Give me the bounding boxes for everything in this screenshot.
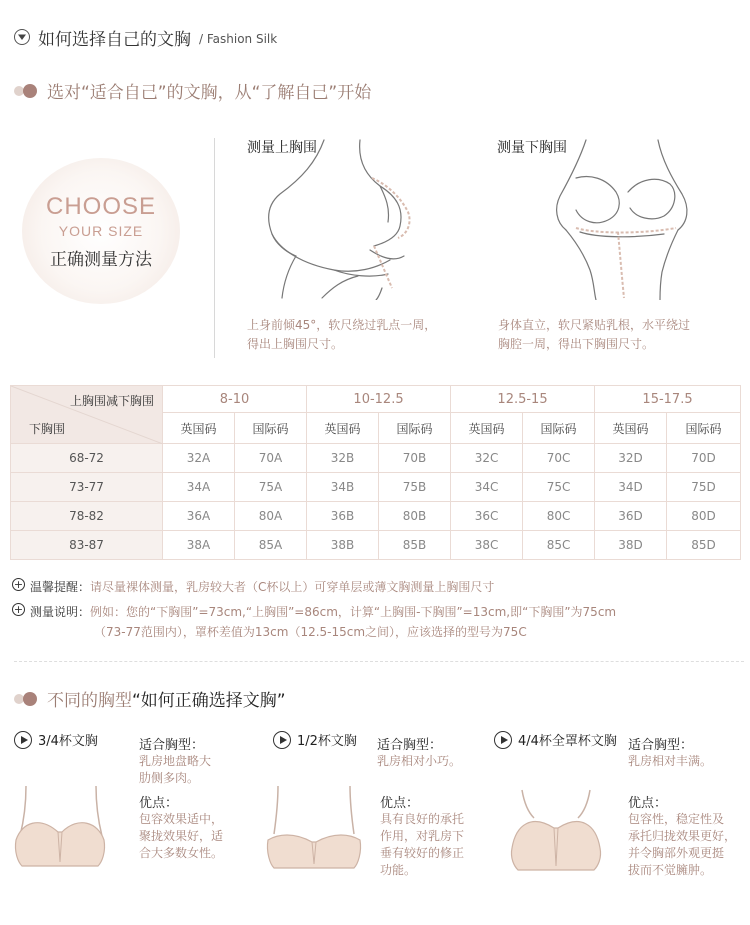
table-cell: 85A — [235, 531, 307, 560]
bra-4-4-image — [508, 788, 604, 872]
sub-header-intl: 国际码 — [235, 413, 307, 444]
table-cell: 36A — [163, 502, 235, 531]
bra-type-title-2: 1/2杯文胸 — [273, 730, 357, 749]
choose-text: CHOOSE — [45, 192, 156, 220]
table-cell: 70A — [235, 444, 307, 473]
table-cell: 34B — [307, 473, 379, 502]
page-title: 如何选择自己的文胸 — [38, 29, 191, 50]
table-cell: 36D — [595, 502, 667, 531]
page-header — [14, 26, 277, 48]
bra-adv-2: 优点： 具有良好的承托 作用，对乳房下 垂有较好的修正 功能。 — [380, 796, 465, 877]
table-cell: 80A — [235, 502, 307, 531]
play-icon[interactable] — [494, 731, 512, 749]
tip-text: 请尽量裸体测量，乳房较大者（C杯以上）可穿单层或薄文胸测量上胸围尺寸 — [90, 580, 495, 594]
sub-header-intl: 国际码 — [667, 413, 741, 444]
table-cell: 36C — [451, 502, 523, 531]
bra-type-title-3: 4/4杯全罩杯文胸 — [494, 730, 617, 749]
row-label: 73-77 — [11, 473, 163, 502]
corner-top-label: 上胸围减下胸围 — [69, 394, 154, 408]
table-cell: 75D — [667, 473, 741, 502]
vertical-divider — [214, 138, 215, 358]
table-cell: 80B — [379, 502, 451, 531]
section-divider — [14, 661, 744, 662]
table-cell: 32C — [451, 444, 523, 473]
table-row — [11, 502, 741, 531]
table-cell: 75C — [523, 473, 595, 502]
play-icon[interactable] — [14, 731, 32, 749]
sub-header-uk: 英国码 — [451, 413, 523, 444]
table-cell: 38B — [307, 531, 379, 560]
group-header: 12.5-15 — [451, 386, 595, 413]
table-cell: 36B — [307, 502, 379, 531]
table-cell: 70D — [667, 444, 741, 473]
table-cell: 80C — [523, 502, 595, 531]
table-cell: 85C — [523, 531, 595, 560]
your-size-text: YOUR SIZE — [58, 222, 144, 239]
bra-type-title-1: 3/4杯文胸 — [14, 730, 98, 749]
measure-upper-desc: 上身前倾45°，软尺绕过乳点一周， 得出上胸围尺寸。 — [247, 318, 437, 351]
corner-bottom-label: 下胸围 — [29, 422, 66, 436]
table-cell: 85D — [667, 531, 741, 560]
table-cell: 34D — [595, 473, 667, 502]
measure-upper-title: 测量上胸围 — [247, 140, 317, 156]
tip-label: 温馨提醒： — [30, 580, 91, 594]
table-cell: 34A — [163, 473, 235, 502]
table-cell: 38D — [595, 531, 667, 560]
bra-adv-3: 优点： 包容性，稳定性及 承托归拢效果更好， 并令胸部外观更挺 拔而不觉臃肿。 — [628, 796, 737, 877]
size-table — [10, 385, 741, 560]
table-cell: 85B — [379, 531, 451, 560]
group-header: 8-10 — [163, 386, 307, 413]
chevron-down-icon[interactable] — [14, 29, 30, 45]
measure-under-illustration — [546, 138, 702, 300]
measure-under-desc: 身体直立，软尺紧贴乳根，水平绕过 胸腔一周，得出下胸围尺寸。 — [498, 318, 691, 351]
measure-method-text: 正确测量方法 — [50, 249, 152, 270]
bra-1-2-image — [264, 784, 364, 870]
bra-suit-3: 适合胸型： 乳房相对丰满。 — [628, 738, 713, 768]
dots-icon — [14, 84, 40, 98]
table-corner — [11, 386, 163, 444]
page-subtitle: / Fashion Silk — [199, 32, 278, 46]
group-header: 15-17.5 — [595, 386, 741, 413]
bra-suit-2: 适合胸型： 乳房相对小巧。 — [377, 738, 462, 768]
group-header: 10-12.5 — [307, 386, 451, 413]
plus-circle-icon: + — [13, 603, 24, 616]
bra-suit-1: 适合胸型： 乳房地盘略大 肋侧多肉。 — [139, 738, 212, 785]
table-cell: 32A — [163, 444, 235, 473]
sub-header-intl: 国际码 — [379, 413, 451, 444]
measure-upper-illustration — [262, 138, 422, 300]
row-label: 68-72 — [11, 444, 163, 473]
tip-note — [12, 577, 494, 597]
dots-icon — [14, 692, 40, 706]
table-row — [11, 444, 741, 473]
table-cell: 32D — [595, 444, 667, 473]
section-title-bra-types: 不同的胸型 “如何正确选择文胸” — [14, 686, 286, 711]
row-label: 78-82 — [11, 502, 163, 531]
example-label: 测量说明： — [30, 605, 91, 619]
table-cell: 32B — [307, 444, 379, 473]
table-cell: 38C — [451, 531, 523, 560]
example-note — [12, 602, 616, 642]
sub-header-uk: 英国码 — [595, 413, 667, 444]
table-cell: 34C — [451, 473, 523, 502]
table-row — [11, 531, 741, 560]
bra-adv-1: 优点： 包容效果适中， 聚拢效果好，适 合大多数女性。 — [139, 796, 224, 860]
table-cell: 75B — [379, 473, 451, 502]
table-cell: 70B — [379, 444, 451, 473]
measure-under-title: 测量下胸围 — [497, 140, 567, 156]
table-cell: 70C — [523, 444, 595, 473]
table-row — [11, 473, 741, 502]
plus-circle-icon: + — [13, 578, 24, 591]
sub-header-uk: 英国码 — [307, 413, 379, 444]
sub-header-uk: 英国码 — [163, 413, 235, 444]
example-text: 例如：您的“下胸围”=73cm,“上胸围”=86cm，计算“上胸围-下胸围”=13cm,即“下胸围”为75cm （73-77范围内），罩杯差值为13cm（12.5-15cm之间），应该选择的型号为75C — [90, 605, 617, 639]
table-cell: 38A — [163, 531, 235, 560]
choose-size-badge — [22, 158, 180, 304]
table-cell: 80D — [667, 502, 741, 531]
table-cell: 75A — [235, 473, 307, 502]
play-icon[interactable] — [273, 731, 291, 749]
row-label: 83-87 — [11, 531, 163, 560]
section-title-measure: 选对“适合自己”的文胸，从“了解自己”开始 — [14, 78, 371, 103]
bra-3-4-image — [12, 784, 108, 868]
sub-header-intl: 国际码 — [523, 413, 595, 444]
